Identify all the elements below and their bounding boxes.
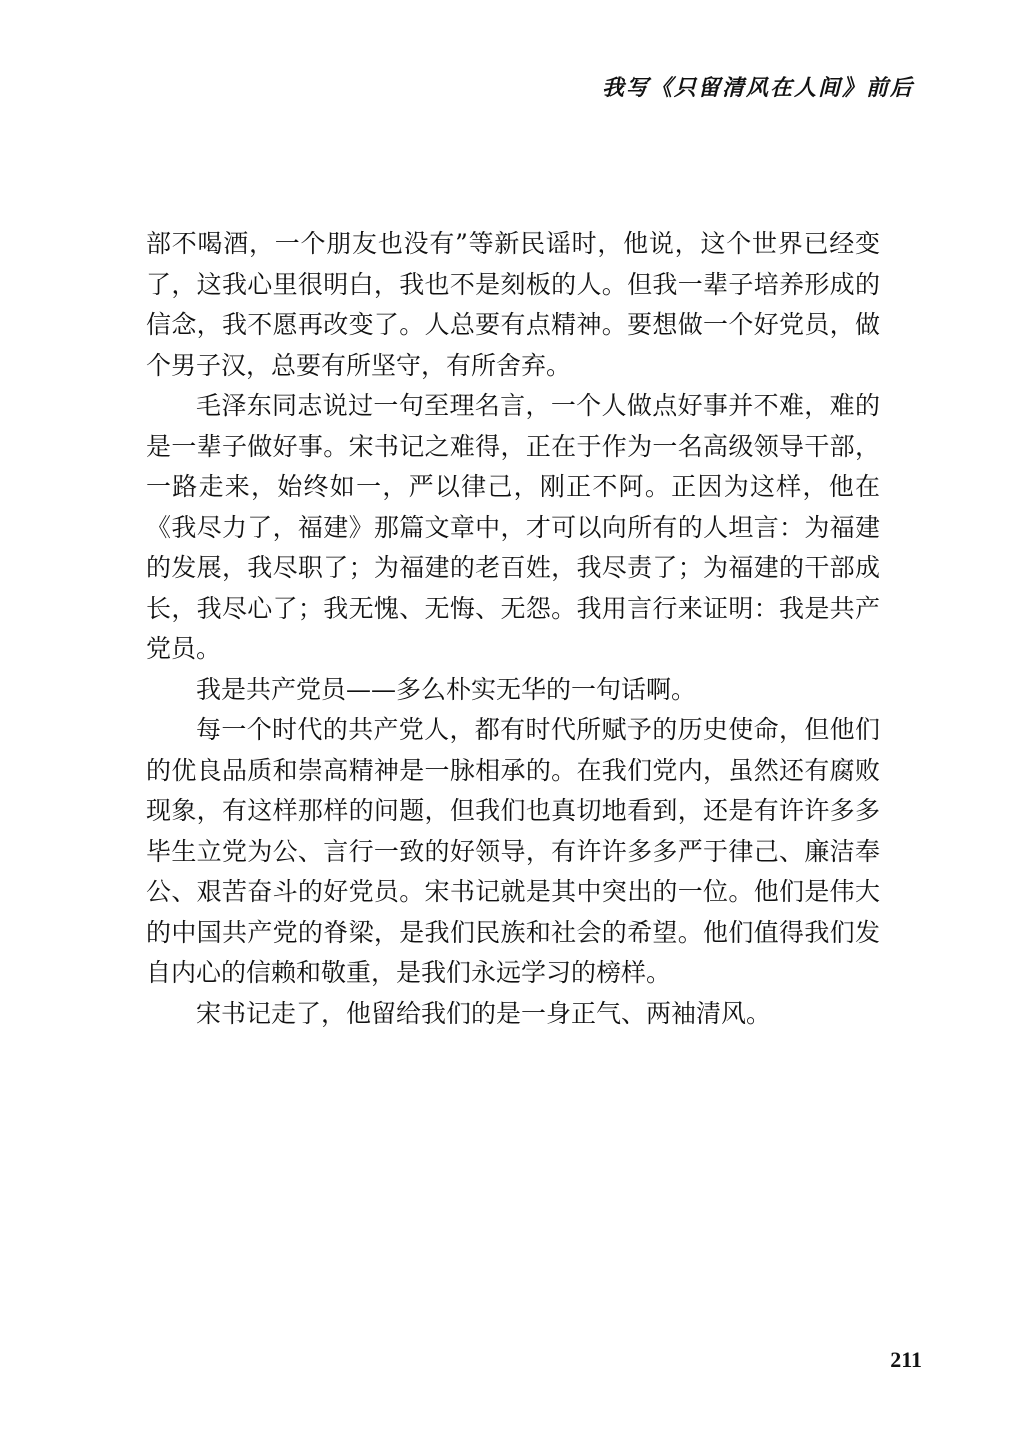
running-header: 我写《只留清风在人间》前后 bbox=[601, 76, 914, 101]
paragraph: 每一个时代的共产党人，都有时代所赋予的历史使命，但他们的优良品质和崇高精神是一脉相承的。在我们党内，虽然还有腐败现象，有这样那样的问题，但我们也真切地看到，还是有许许多多毕生立党为公、言行一致的好领导，有许许多多严于律己、廉洁奉公、艰苦奋斗的好党员。宋书记就是其中突出的一位。他们是伟大的中国共产党的脊梁，是我们民族和社会的希望。他们值得我们发自内心的信赖和敬重，是我们永远学习的榜样。 bbox=[146, 715, 880, 987]
body-text bbox=[146, 224, 880, 1034]
paragraph: 部不喝酒，一个朋友也没有”等新民谣时，他说，这个世界已经变了，这我心里很明白，我也不是刻板的人。但我一辈子培养形成的信念，我不愿再改变了。人总要有点精神。要想做一个好党员，做个男子汉，总要有所坚守，有所舍弃。 bbox=[146, 229, 880, 380]
paragraph: 我是共产党员——多么朴实无华的一句话啊。 bbox=[196, 674, 697, 704]
paragraph: 毛泽东同志说过一句至理名言，一个人做点好事并不难，难的是一辈子做好事。宋书记之难得，正在于作为一名高级领导干部，一路走来，始终如一，严以律己，刚正不阿。正因为这样，他在《我尽力了，福建》那篇文章中，才可以向所有的人坦言：为福建的发展，我尽职了；为福建的老百姓，我尽责了；为福建的干部成长，我尽心了；我无愧、无悔、无怨。我用言行来证明：我是共产党员。 bbox=[146, 391, 880, 663]
page-number: 211 bbox=[890, 1347, 922, 1372]
paragraph: 宋书记走了，他留给我们的是一身正气、两袖清风。 bbox=[196, 998, 772, 1028]
